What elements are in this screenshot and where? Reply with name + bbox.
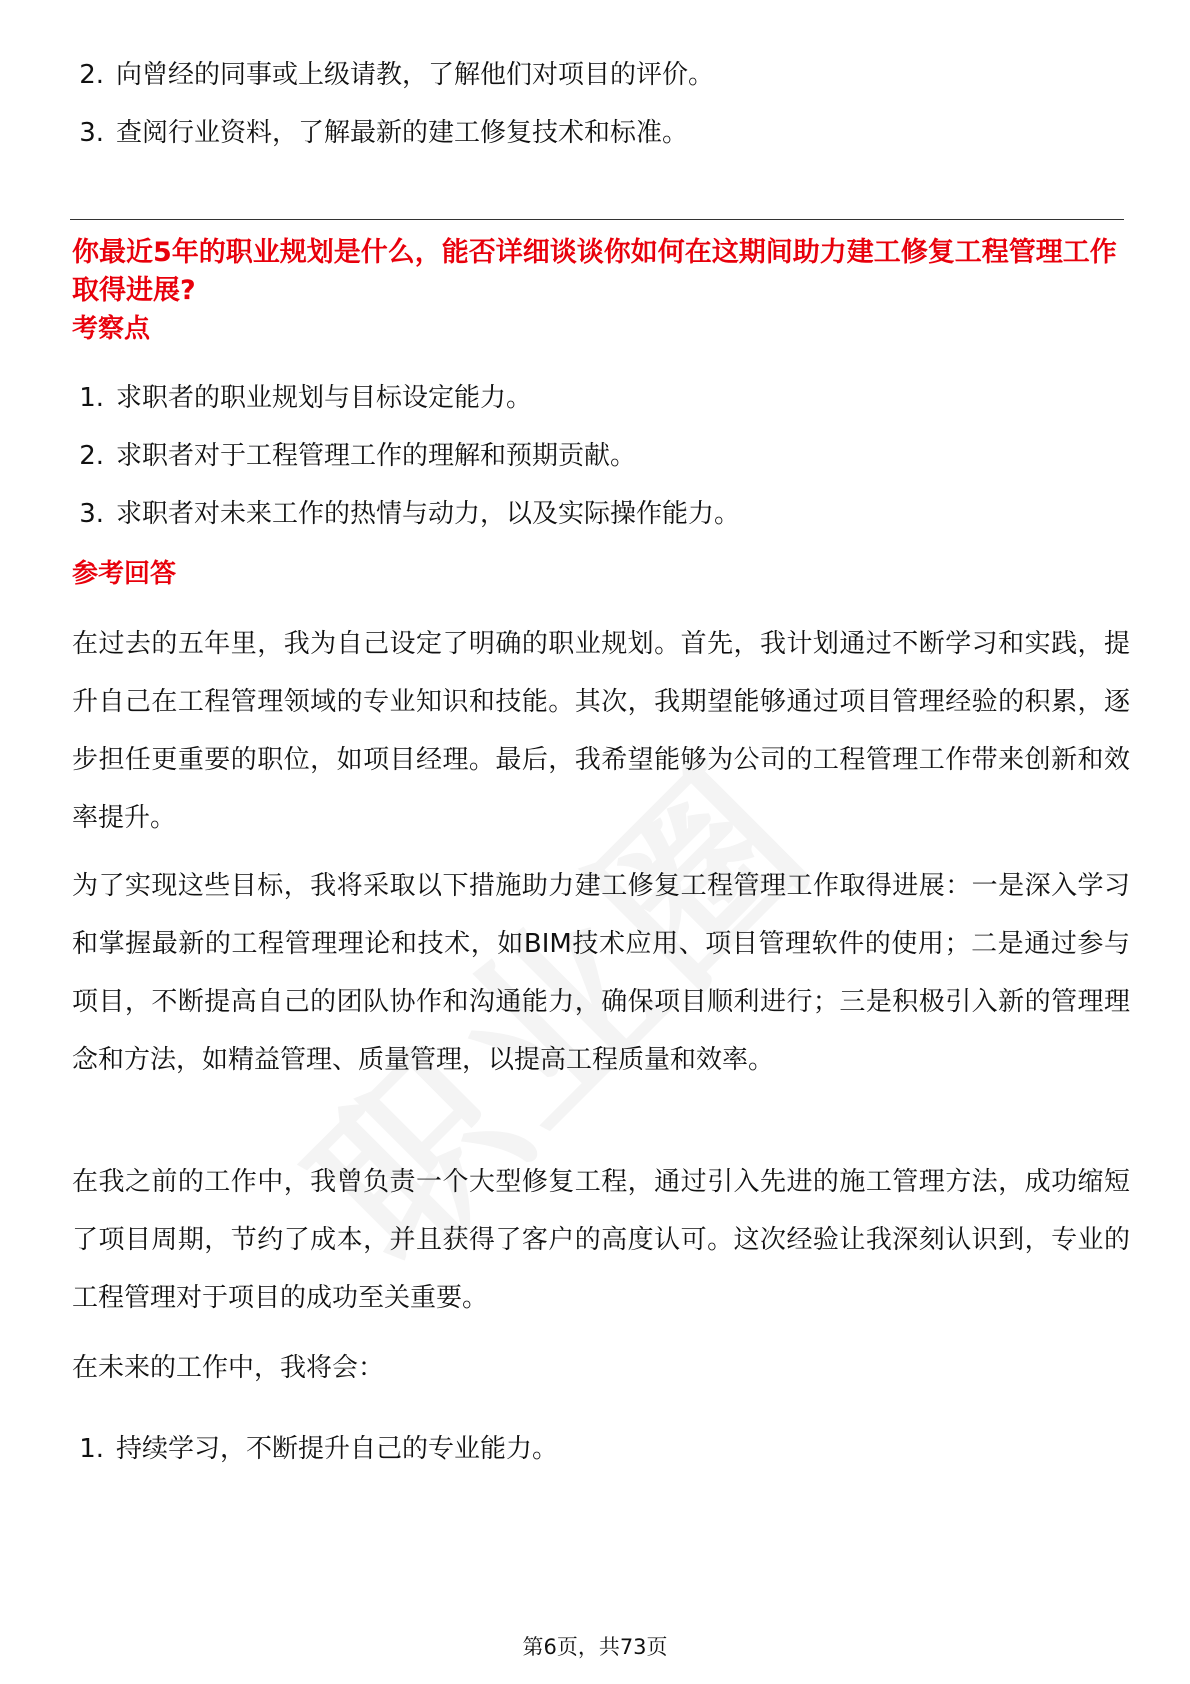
answer-title: 参考回答: [72, 559, 177, 589]
list-text: 向曾经的同事或上级请教，了解他们对项目的评价。: [116, 60, 715, 90]
list-text: 持续学习，不断提升自己的专业能力。: [116, 1434, 559, 1464]
answer-paragraph: 在未来的工作中，我将会：: [72, 1353, 385, 1383]
list-item: [70, 369, 1120, 427]
divider: [70, 219, 1124, 220]
list-number: 2.: [79, 60, 104, 90]
list-number: 2.: [79, 441, 104, 471]
list-item: [70, 104, 1120, 162]
list-item: [70, 485, 1120, 543]
answer-paragraph: 在过去的五年里，我为自己设定了明确的职业规划。首先，我计划通过不断学习和实践，提升自己在工程管理领域的专业知识和技能。其次，我期望能够通过项目管理经验的积累，逐步担任更重要的职位，如项目经理。最后，我希望能够为公司的工程管理工作带来创新和效率提升。: [72, 629, 1130, 833]
bottom-list: [70, 1420, 1120, 1478]
list-number: 3.: [79, 118, 104, 148]
list-text: 求职者对于工程管理工作的理解和预期贡献。: [116, 441, 637, 471]
list-text: 求职者对未来工作的热情与动力，以及实际操作能力。: [116, 499, 741, 529]
list-number: 3.: [79, 499, 104, 529]
page-footer: 第6页，共73页: [522, 1635, 668, 1659]
list-number: 1.: [79, 383, 104, 413]
focus-title: 考察点: [72, 314, 151, 344]
answer-paragraph: 在我之前的工作中，我曾负责一个大型修复工程，通过引入先进的施工管理方法，成功缩短了项目周期，节约了成本，并且获得了客户的高度认可。这次经验让我深刻认识到，专业的工程管理对于项目的成功至关重要。: [72, 1167, 1130, 1313]
list-item: [70, 1420, 1120, 1478]
list-item: [70, 427, 1120, 485]
list-item: [70, 46, 1120, 104]
question-heading: 你最近5年的职业规划是什么，能否详细谈谈你如何在这期间助力建工修复工程管理工作取得进展?: [72, 237, 1117, 306]
list-text: 查阅行业资料，了解最新的建工修复技术和标准。: [116, 118, 689, 148]
list-text: 求职者的职业规划与目标设定能力。: [116, 383, 533, 413]
focus-list: [70, 369, 1120, 543]
answer-paragraph: 为了实现这些目标，我将采取以下措施助力建工修复工程管理工作取得进展：一是深入学习和掌握最新的工程管理理论和技术，如BIM技术应用、项目管理软件的使用；二是通过参与项目，不断提高自己的团队协作和沟通能力，确保项目顺利进行；三是积极引入新的管理理念和方法，如精益管理、质量管理，以提高工程质量和效率。: [72, 871, 1130, 1075]
list-number: 1.: [79, 1434, 104, 1464]
top-list: [70, 46, 1120, 162]
